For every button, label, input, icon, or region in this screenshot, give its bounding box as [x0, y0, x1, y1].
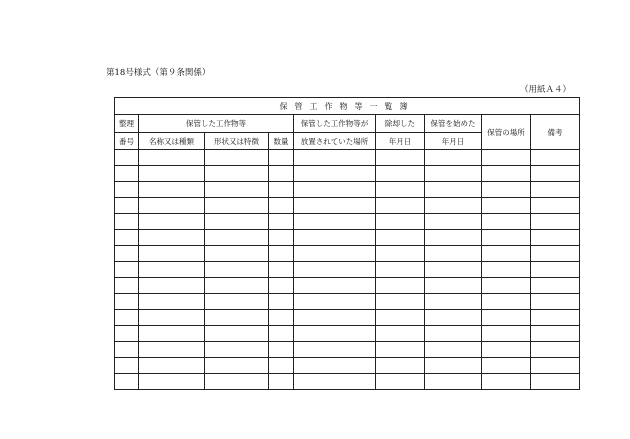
table-cell — [482, 294, 531, 310]
table-cell — [269, 230, 294, 246]
table-row — [115, 278, 580, 294]
table-cell — [425, 182, 482, 198]
table-cell — [425, 150, 482, 166]
table-cell — [531, 326, 580, 342]
table-cell — [115, 294, 139, 310]
form-number-title: 第18号様式（第９条関係） — [106, 68, 211, 78]
table-cell — [376, 230, 425, 246]
table-cell — [294, 230, 376, 246]
table-cell — [205, 246, 269, 262]
table-cell — [115, 198, 139, 214]
table-cell — [205, 326, 269, 342]
table-cell — [294, 214, 376, 230]
table-cell — [139, 278, 205, 294]
table-cell — [294, 294, 376, 310]
table-cell — [205, 342, 269, 358]
table-cell — [294, 326, 376, 342]
table-cell — [205, 150, 269, 166]
header-kept-items: 保管した工作物等 — [139, 115, 294, 133]
table-cell — [294, 342, 376, 358]
table-row — [115, 374, 580, 390]
table-cell — [115, 310, 139, 326]
table-title: 保管工作物等一覧簿 — [115, 98, 580, 115]
table-cell — [482, 198, 531, 214]
table-cell — [376, 374, 425, 390]
table-cell — [115, 166, 139, 182]
table-row — [115, 358, 580, 374]
table-cell — [376, 198, 425, 214]
header-abandoned-place-line2: 放置されていた場所 — [294, 133, 376, 150]
table-cell — [294, 182, 376, 198]
table-row — [115, 246, 580, 262]
table-cell — [482, 374, 531, 390]
table-cell — [139, 246, 205, 262]
table-cell — [425, 166, 482, 182]
table-cell — [482, 182, 531, 198]
table-row — [115, 150, 580, 166]
table-cell — [139, 166, 205, 182]
table-cell — [482, 262, 531, 278]
table-cell — [376, 358, 425, 374]
table-cell — [531, 278, 580, 294]
table-cell — [269, 150, 294, 166]
table-cell — [376, 214, 425, 230]
table-cell — [139, 342, 205, 358]
table-cell — [269, 278, 294, 294]
header-bango: 番号 — [115, 133, 139, 150]
table-cell — [294, 246, 376, 262]
table-cell — [482, 358, 531, 374]
table-cell — [482, 310, 531, 326]
table-cell — [269, 294, 294, 310]
table-cell — [482, 230, 531, 246]
table-cell — [531, 342, 580, 358]
table-row — [115, 342, 580, 358]
table-cell — [376, 246, 425, 262]
table-cell — [139, 374, 205, 390]
table-cell — [531, 262, 580, 278]
table-cell — [205, 262, 269, 278]
table-cell — [482, 342, 531, 358]
table-cell — [115, 326, 139, 342]
table-cell — [376, 182, 425, 198]
table-cell — [482, 246, 531, 262]
table-cell — [294, 262, 376, 278]
table-cell — [376, 262, 425, 278]
table-cell — [269, 166, 294, 182]
table-cell — [205, 198, 269, 214]
table-cell — [425, 326, 482, 342]
table-cell — [205, 182, 269, 198]
paper-size-note: （用紙Ａ４） — [520, 85, 572, 95]
table-cell — [376, 166, 425, 182]
table-cell — [425, 198, 482, 214]
table-cell — [269, 374, 294, 390]
table-cell — [269, 342, 294, 358]
table-cell — [205, 358, 269, 374]
table-cell — [139, 294, 205, 310]
table-cell — [531, 182, 580, 198]
header-abandoned-place-line1: 保管した工作物等が — [294, 115, 376, 133]
table-cell — [482, 326, 531, 342]
table-cell — [269, 198, 294, 214]
table-cell — [482, 278, 531, 294]
table-row — [115, 198, 580, 214]
header-quantity: 数量 — [269, 133, 294, 150]
table-cell — [205, 214, 269, 230]
table-cell — [269, 182, 294, 198]
header-start-line1: 保管を始めた — [425, 115, 482, 133]
table-row — [115, 182, 580, 198]
table-cell — [376, 150, 425, 166]
table-cell — [376, 278, 425, 294]
header-removed-line1: 除却した — [376, 115, 425, 133]
header-removed-line2: 年月日 — [376, 133, 425, 150]
table-cell — [139, 182, 205, 198]
table-cell — [139, 150, 205, 166]
table-cell — [425, 374, 482, 390]
table-cell — [482, 150, 531, 166]
table-row — [115, 310, 580, 326]
table-cell — [115, 150, 139, 166]
storage-ledger-table — [114, 97, 580, 390]
table-cell — [294, 278, 376, 294]
table-cell — [425, 262, 482, 278]
table-cell — [115, 214, 139, 230]
table-cell — [205, 278, 269, 294]
table-cell — [294, 150, 376, 166]
table-cell — [115, 246, 139, 262]
table-cell — [425, 310, 482, 326]
table-cell — [376, 294, 425, 310]
header-storage-place: 保管の場所 — [482, 115, 531, 150]
table-cell — [294, 198, 376, 214]
table-cell — [425, 358, 482, 374]
table-cell — [115, 182, 139, 198]
table-cell — [376, 342, 425, 358]
table-cell — [531, 230, 580, 246]
table-cell — [139, 214, 205, 230]
header-start-line2: 年月日 — [425, 133, 482, 150]
table-cell — [115, 374, 139, 390]
table-cell — [531, 166, 580, 182]
table-row — [115, 294, 580, 310]
table-cell — [425, 342, 482, 358]
table-cell — [531, 150, 580, 166]
table-cell — [269, 310, 294, 326]
table-cell — [531, 214, 580, 230]
table-cell — [139, 358, 205, 374]
table-row — [115, 262, 580, 278]
table-cell — [531, 358, 580, 374]
header-seiri: 整理 — [115, 115, 139, 133]
table-cell — [205, 310, 269, 326]
table-cell — [294, 374, 376, 390]
table-cell — [294, 166, 376, 182]
table-cell — [269, 246, 294, 262]
table-cell — [139, 230, 205, 246]
table-cell — [115, 262, 139, 278]
table-cell — [425, 214, 482, 230]
table-cell — [425, 230, 482, 246]
table-row — [115, 214, 580, 230]
table-cell — [294, 310, 376, 326]
table-row — [115, 166, 580, 182]
table-cell — [425, 246, 482, 262]
table-cell — [531, 374, 580, 390]
table-cell — [482, 214, 531, 230]
header-remarks: 備考 — [531, 115, 580, 150]
table-cell — [294, 358, 376, 374]
table-cell — [376, 310, 425, 326]
table-cell — [205, 230, 269, 246]
table-cell — [531, 294, 580, 310]
table-cell — [115, 278, 139, 294]
table-cell — [205, 294, 269, 310]
table-row — [115, 230, 580, 246]
table-cell — [139, 198, 205, 214]
table-cell — [376, 326, 425, 342]
table-cell — [269, 326, 294, 342]
header-shape-or-feature: 形状又は特徴 — [205, 133, 269, 150]
table-cell — [425, 294, 482, 310]
table-cell — [531, 246, 580, 262]
table-cell — [139, 310, 205, 326]
table-cell — [115, 358, 139, 374]
table-cell — [269, 214, 294, 230]
table-row — [115, 326, 580, 342]
table-cell — [205, 374, 269, 390]
table-cell — [115, 230, 139, 246]
table-cell — [269, 262, 294, 278]
table-cell — [139, 262, 205, 278]
table-cell — [205, 166, 269, 182]
table-cell — [482, 166, 531, 182]
header-name-or-type: 名称又は種類 — [139, 133, 205, 150]
table-cell — [531, 198, 580, 214]
table-cell — [139, 326, 205, 342]
table-cell — [269, 358, 294, 374]
table-cell — [531, 310, 580, 326]
table-cell — [425, 278, 482, 294]
table-cell — [115, 342, 139, 358]
